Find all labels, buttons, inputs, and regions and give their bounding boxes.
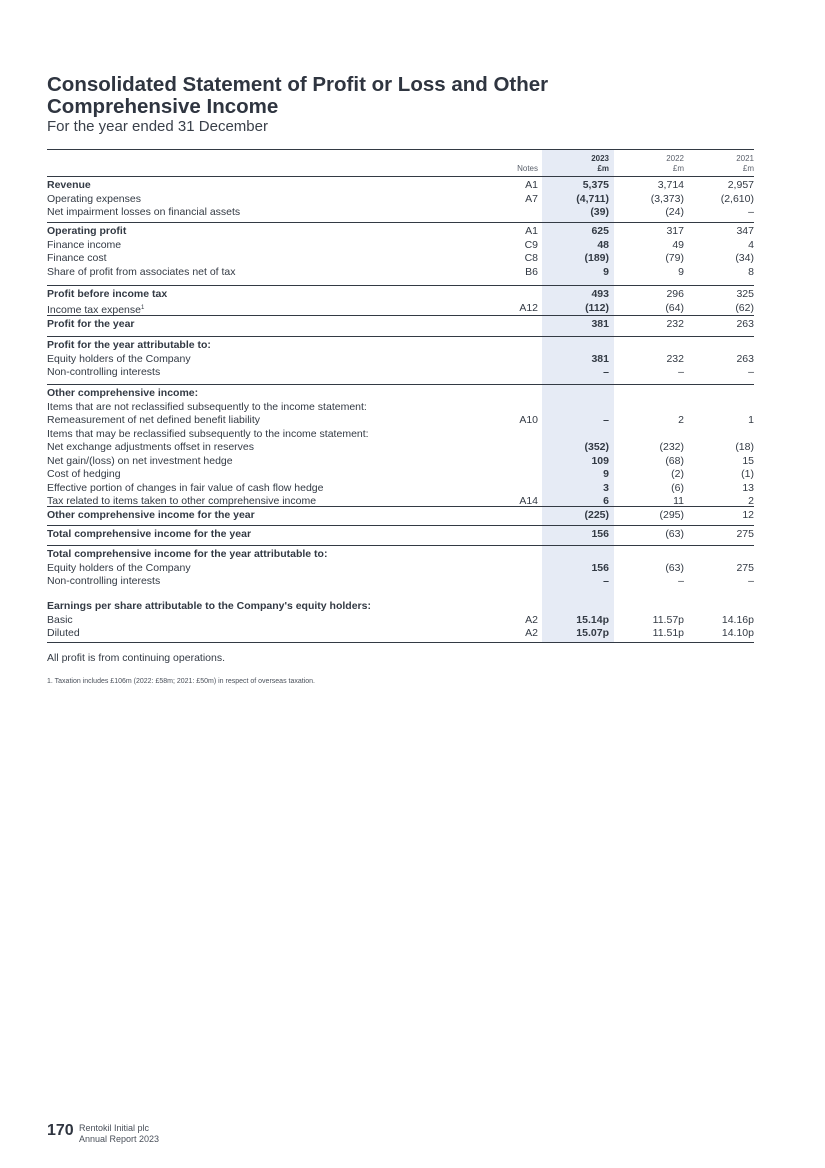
row-label: Cost of hedging: [47, 468, 121, 480]
value-2022: (295): [659, 509, 684, 521]
value-2022: –: [678, 366, 684, 378]
taxation-footnote: 1. Taxation includes £106m (2022: £58m; 2021: £50m) in respect of overseas taxation.: [47, 678, 315, 685]
value-2023: 6: [603, 495, 609, 507]
value-2022: (63): [665, 561, 684, 574]
row-label: Other comprehensive income for the year: [47, 509, 255, 521]
table-bottom-rule: [47, 642, 754, 643]
value-2022: –: [678, 575, 684, 587]
value-2021: (18): [735, 441, 754, 453]
row-label: Finance cost: [47, 252, 107, 264]
table-section: [47, 384, 754, 509]
value-2022: 2: [678, 414, 684, 426]
table-row: [47, 528, 754, 542]
page-title: Consolidated Statement of Profit or Loss and Other Comprehensive Income: [47, 73, 549, 118]
value-2023: (352): [584, 441, 609, 453]
table-section: [47, 525, 754, 542]
value-2021: 12: [742, 509, 754, 521]
table-row: [47, 414, 754, 428]
row-label: Revenue: [47, 179, 91, 191]
row-note: A14: [519, 495, 538, 507]
value-2023: 493: [591, 288, 609, 300]
table-row: [47, 627, 754, 641]
value-2021: 4: [748, 238, 754, 251]
table-row: [47, 266, 754, 280]
value-2021: (2,610): [720, 192, 754, 205]
table-row: [47, 366, 754, 380]
row-note: A2: [525, 627, 538, 639]
value-2021: 275: [736, 528, 754, 540]
footer-company: [79, 1123, 159, 1145]
table-row: [47, 252, 754, 266]
table-row: [47, 353, 754, 367]
footnote-marker: 1: [140, 304, 145, 311]
table-row: [47, 225, 754, 239]
row-label: Earnings per share attributable to the Company's equity holders:: [47, 600, 371, 612]
value-2021: 2: [748, 495, 754, 507]
table-section: [47, 545, 754, 589]
row-label: Net gain/(loss) on net investment hedge: [47, 454, 233, 467]
value-2021: 13: [742, 481, 754, 494]
table-row: [47, 288, 754, 302]
value-2023: 156: [591, 561, 609, 574]
value-2022: 232: [666, 352, 684, 365]
value-2022: (6): [671, 481, 684, 494]
value-2022: (63): [665, 528, 684, 540]
value-2023: 381: [591, 318, 609, 330]
year-header-2021: 2021 £m: [736, 154, 754, 173]
value-2023: 109: [591, 454, 609, 467]
value-2021: 8: [748, 265, 754, 278]
table-row: [47, 482, 754, 496]
row-label: Income tax expense$^1$: [47, 303, 145, 316]
table-top-rule: [47, 149, 754, 150]
notes-header: Notes: [517, 164, 538, 173]
row-label: Other comprehensive income:: [47, 387, 199, 399]
table-row: [47, 509, 754, 523]
row-label: Total comprehensive income for the year: [47, 528, 252, 540]
value-2023: (39): [590, 206, 609, 218]
value-2022: 11.51p: [652, 627, 684, 639]
value-2021: 347: [736, 225, 754, 237]
row-label: Tax related to items taken to other comprehensive income: [47, 495, 317, 507]
table-row: [47, 318, 754, 332]
value-2023: –: [603, 575, 609, 587]
table-row: [47, 562, 754, 576]
table-row: [47, 548, 754, 562]
table-section: [47, 336, 754, 380]
value-2022: (68): [665, 454, 684, 467]
row-label: Non-controlling interests: [47, 575, 161, 587]
table-row: [47, 441, 754, 455]
value-2021: 15: [742, 454, 754, 467]
table-section: [47, 285, 754, 315]
row-label: Equity holders of the Company: [47, 352, 191, 365]
value-2022: 9: [678, 265, 684, 278]
value-2023: (112): [585, 301, 609, 314]
value-2022: (79): [665, 252, 684, 264]
value-2022: 232: [666, 318, 684, 330]
value-2023: 48: [597, 238, 609, 251]
row-label: Operating expenses: [47, 192, 141, 205]
row-label: Profit for the year attributable to:: [47, 339, 211, 351]
value-2021: –: [748, 206, 754, 218]
row-note: A12: [519, 301, 538, 314]
value-2023: 9: [603, 468, 609, 480]
value-2021: 263: [736, 352, 754, 365]
row-label: Effective portion of changes in fair value of cash flow hedge: [47, 481, 324, 494]
row-label: Operating profit: [47, 225, 127, 237]
table-row: [47, 468, 754, 482]
row-label: Net exchange adjustments offset in reserves: [47, 441, 255, 453]
table-row: [47, 239, 754, 253]
value-2022: 11: [673, 495, 684, 507]
row-note: C8: [524, 252, 538, 264]
continuing-operations-note: All profit is from continuing operations.: [47, 652, 226, 664]
year-header-2023: 2023 £m: [591, 154, 609, 173]
value-2021: (62): [735, 301, 754, 314]
value-2022: (24): [665, 206, 684, 218]
value-2023: 156: [591, 528, 609, 540]
value-2023: 5,375: [582, 179, 609, 191]
report-name: Annual Report 2023: [79, 1134, 160, 1144]
row-label: Finance income: [47, 238, 122, 251]
page-subtitle: For the year ended 31 December: [47, 118, 268, 135]
row-note: A10: [519, 414, 538, 426]
table-row: [47, 614, 754, 628]
row-note: A7: [525, 192, 538, 205]
value-2021: (1): [741, 468, 754, 480]
value-2021: 14.10p: [721, 627, 754, 639]
table-row: [47, 575, 754, 589]
value-2023: 15.14p: [576, 613, 609, 626]
value-2021: 1: [748, 414, 754, 426]
row-label: Profit for the year: [47, 318, 135, 330]
row-note: A2: [525, 613, 538, 626]
row-label: Remeasurement of net defined benefit liability: [47, 414, 261, 426]
row-note: B6: [525, 265, 538, 278]
value-2022: 11.57p: [652, 613, 684, 626]
row-label: Items that may be reclassified subsequently to the income statement:: [47, 427, 369, 440]
value-2021: 2,957: [727, 179, 754, 191]
value-2022: 3,714: [657, 179, 684, 191]
value-2023: 625: [591, 225, 609, 237]
row-label: Diluted: [47, 627, 80, 639]
value-2022: 49: [672, 238, 684, 251]
value-2022: (64): [665, 301, 684, 314]
table-section: [47, 315, 754, 332]
row-note: A1: [525, 225, 538, 237]
value-2023: (189): [584, 252, 609, 264]
row-label: Non-controlling interests: [47, 366, 161, 378]
table-row: [47, 339, 754, 353]
table-row: [47, 302, 754, 316]
row-label: Equity holders of the Company: [47, 561, 191, 574]
page-number: 170: [47, 1122, 74, 1139]
row-label: Total comprehensive income for the year attributable to:: [47, 548, 328, 560]
table-row: [47, 193, 754, 207]
value-2022: 317: [666, 225, 684, 237]
value-2023: 9: [603, 265, 609, 278]
value-2022: (232): [659, 441, 684, 453]
value-2022: 296: [666, 288, 684, 300]
table-row: [47, 179, 754, 193]
row-label: Profit before income tax: [47, 288, 168, 300]
table-section: [47, 506, 754, 523]
value-2021: 325: [736, 288, 754, 300]
value-2021: –: [748, 366, 754, 378]
row-note: C9: [524, 238, 538, 251]
table-header: [47, 152, 754, 177]
value-2021: 14.16p: [721, 613, 754, 626]
value-2023: (225): [584, 509, 609, 521]
table-section: [47, 179, 754, 220]
value-2023: (4,711): [576, 192, 609, 205]
table-row: [47, 428, 754, 442]
table-row: [47, 401, 754, 415]
table-row: [47, 600, 754, 614]
value-2023: 3: [603, 481, 609, 494]
row-label: Basic: [47, 613, 73, 626]
value-2022: (3,373): [650, 192, 684, 205]
table-section: [47, 222, 754, 279]
value-2021: (34): [735, 252, 754, 264]
table-row: [47, 387, 754, 401]
value-2021: –: [748, 575, 754, 587]
table-row: [47, 206, 754, 220]
value-2022: (2): [671, 468, 684, 480]
value-2021: 275: [736, 561, 754, 574]
company-name: Rentokil Initial plc: [79, 1123, 150, 1133]
table-section: [47, 600, 754, 641]
value-2023: 15.07p: [576, 627, 609, 639]
value-2023: –: [603, 366, 609, 378]
row-label: Share of profit from associates net of tax: [47, 265, 236, 278]
row-label: Items that are not reclassified subsequently to the income statement:: [47, 400, 367, 413]
row-note: A1: [525, 179, 538, 191]
value-2023: –: [603, 414, 609, 426]
value-2023: 381: [591, 352, 609, 365]
year-header-2022: 2022 £m: [666, 154, 684, 173]
table-row: [47, 455, 754, 469]
row-label: Net impairment losses on financial assets: [47, 206, 241, 218]
value-2021: 263: [736, 318, 754, 330]
